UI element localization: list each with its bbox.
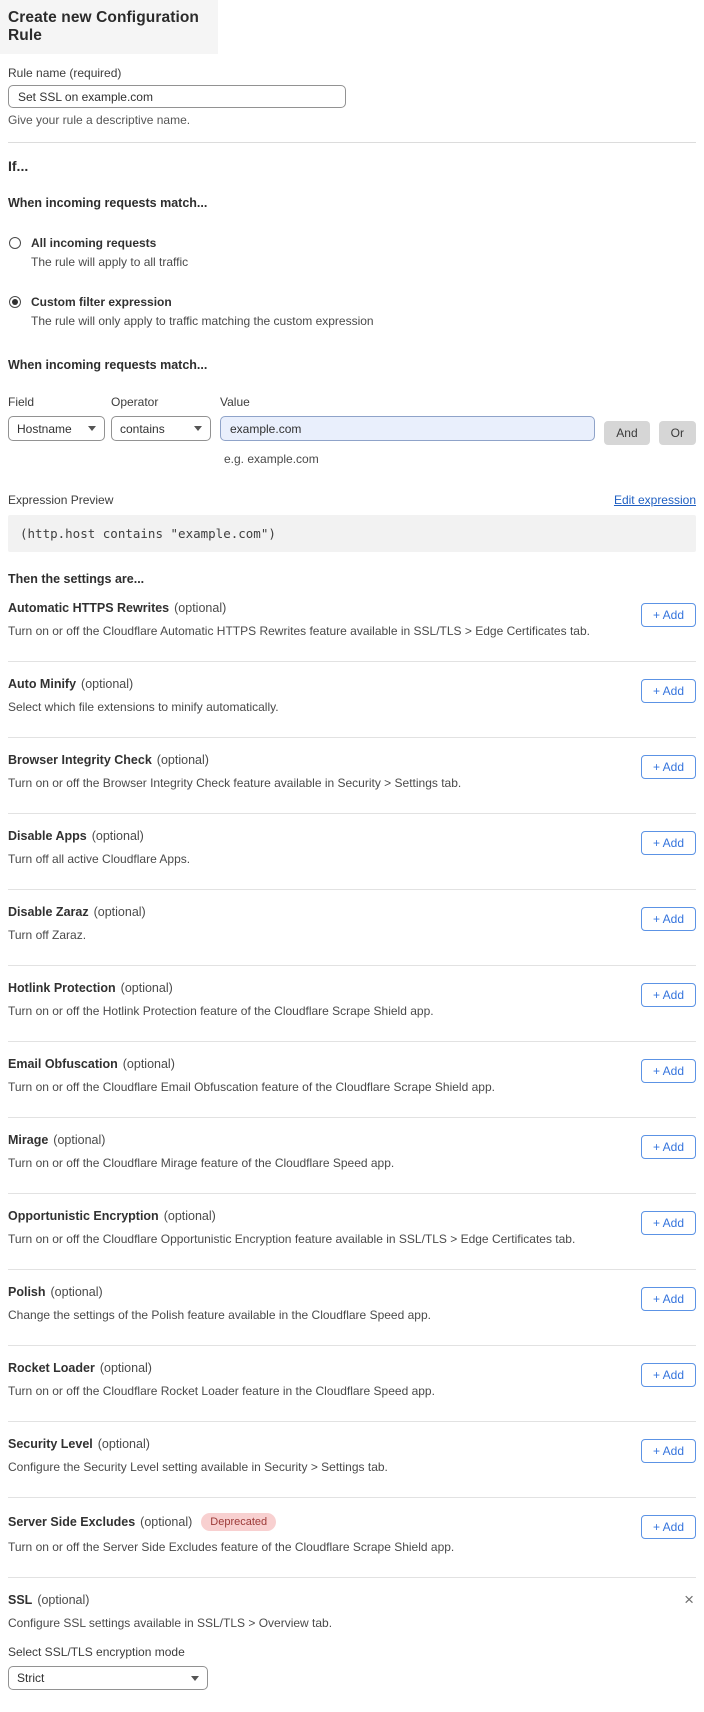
chevron-down-icon bbox=[88, 426, 96, 431]
radio-option-all-requests[interactable] bbox=[8, 236, 696, 269]
page-title-bar bbox=[0, 0, 218, 54]
chevron-down-icon bbox=[191, 1676, 199, 1681]
setting-row bbox=[8, 1270, 696, 1346]
setting-description: Turn on or off the Browser Integrity Check feature available in Security > Settings tab. bbox=[8, 776, 462, 790]
setting-row bbox=[8, 890, 696, 966]
setting-title: Email Obfuscation bbox=[8, 1057, 118, 1071]
setting-description: Turn on or off the Cloudflare Opportunistic Encryption feature available in SSL/TLS > Edge Certificates tab. bbox=[8, 1232, 576, 1246]
setting-title: Server Side Excludes bbox=[8, 1515, 136, 1529]
setting-row bbox=[8, 1118, 696, 1194]
setting-row bbox=[8, 586, 696, 662]
add-button[interactable]: + Add bbox=[641, 1059, 696, 1083]
add-button[interactable]: + Add bbox=[641, 983, 696, 1007]
filter-builder-row bbox=[8, 377, 696, 445]
setting-description: Turn on or off the Cloudflare Automatic HTTPS Rewrites feature available in SSL/TLS > Edge Certificates tab. bbox=[8, 624, 590, 638]
rule-name-group bbox=[8, 66, 696, 127]
setting-description: Configure the Security Level setting available in Security > Settings tab. bbox=[8, 1460, 388, 1474]
radio-unselected-icon[interactable] bbox=[9, 237, 21, 249]
radio-label: Custom filter expression bbox=[31, 295, 172, 309]
setting-row bbox=[8, 1498, 696, 1578]
radio-option-custom-filter[interactable] bbox=[8, 295, 696, 328]
setting-optional-label: (optional) bbox=[50, 1285, 103, 1299]
operator-select[interactable] bbox=[111, 416, 211, 441]
close-icon[interactable]: × bbox=[684, 1590, 694, 1609]
setting-description: Turn on or off the Cloudflare Mirage feature of the Cloudflare Speed app. bbox=[8, 1156, 395, 1170]
rule-name-input[interactable] bbox=[8, 85, 346, 108]
field-label: Field bbox=[8, 395, 35, 409]
value-label: Value bbox=[220, 395, 250, 409]
value-hint: e.g. example.com bbox=[224, 452, 319, 466]
setting-optional-label: (optional) bbox=[156, 753, 209, 767]
setting-row bbox=[8, 662, 696, 738]
setting-title: Opportunistic Encryption bbox=[8, 1209, 159, 1223]
setting-optional-label: (optional) bbox=[174, 601, 227, 615]
field-select-value: Hostname bbox=[17, 421, 72, 436]
ssl-mode-label: Select SSL/TLS encryption mode bbox=[8, 1645, 185, 1659]
ssl-mode-select[interactable] bbox=[8, 1666, 208, 1690]
rule-name-help: Give your rule a descriptive name. bbox=[8, 113, 191, 127]
add-button[interactable]: + Add bbox=[641, 1211, 696, 1235]
setting-title: Disable Apps bbox=[8, 829, 87, 843]
field-select[interactable] bbox=[8, 416, 105, 441]
edit-expression-link[interactable]: Edit expression bbox=[613, 493, 696, 507]
add-button[interactable]: + Add bbox=[641, 1287, 696, 1311]
deprecated-badge: Deprecated bbox=[201, 1513, 276, 1531]
setting-row bbox=[8, 1346, 696, 1422]
ssl-mode-select-value: Strict bbox=[17, 1671, 45, 1685]
radio-label: All incoming requests bbox=[31, 236, 157, 250]
ssl-setting-description: Configure SSL settings available in SSL/TLS > Overview tab. bbox=[8, 1616, 333, 1630]
add-button[interactable]: + Add bbox=[641, 831, 696, 855]
add-button[interactable]: + Add bbox=[641, 603, 696, 627]
setting-title: Mirage bbox=[8, 1133, 49, 1147]
setting-title: Polish bbox=[8, 1285, 46, 1299]
and-or-buttons bbox=[604, 421, 696, 445]
setting-optional-label: (optional) bbox=[163, 1209, 216, 1223]
expression-preview-row bbox=[8, 493, 696, 507]
setting-row bbox=[8, 814, 696, 890]
setting-optional-label: (optional) bbox=[81, 677, 134, 691]
setting-optional-label: (optional) bbox=[93, 905, 146, 919]
value-input[interactable] bbox=[220, 416, 595, 441]
setting-description: Turn on or off the Cloudflare Email Obfuscation feature of the Cloudflare Scrape Shield app. bbox=[8, 1080, 495, 1094]
ssl-setting-section bbox=[8, 1578, 696, 1694]
setting-optional-label: (optional) bbox=[97, 1437, 150, 1451]
setting-title: Rocket Loader bbox=[8, 1361, 95, 1375]
add-button[interactable]: + Add bbox=[641, 1439, 696, 1463]
setting-optional-label: (optional) bbox=[120, 981, 173, 995]
setting-title: Disable Zaraz bbox=[8, 905, 89, 919]
incoming-match-heading: When incoming requests match... bbox=[8, 196, 208, 210]
add-button[interactable]: + Add bbox=[641, 1135, 696, 1159]
expression-preview-label: Expression Preview bbox=[8, 493, 114, 507]
rule-name-label: Rule name (required) bbox=[8, 66, 122, 80]
add-button[interactable]: + Add bbox=[641, 679, 696, 703]
radio-selected-icon[interactable] bbox=[9, 296, 21, 308]
and-button[interactable]: And bbox=[604, 421, 649, 445]
setting-row bbox=[8, 1042, 696, 1118]
operator-select-value: contains bbox=[120, 421, 165, 436]
then-settings-heading: Then the settings are... bbox=[8, 572, 145, 586]
setting-optional-label: (optional) bbox=[140, 1515, 193, 1529]
setting-optional-label: (optional) bbox=[91, 829, 144, 843]
setting-optional-label: (optional) bbox=[99, 1361, 152, 1375]
add-button[interactable]: + Add bbox=[641, 907, 696, 931]
setting-description: Turn on or off the Cloudflare Rocket Loader feature in the Cloudflare Speed app. bbox=[8, 1384, 435, 1398]
divider bbox=[8, 142, 696, 143]
setting-optional-label: (optional) bbox=[53, 1133, 106, 1147]
expression-code-block: (http.host contains "example.com") bbox=[8, 515, 696, 552]
operator-label: Operator bbox=[111, 395, 159, 409]
setting-row bbox=[8, 738, 696, 814]
setting-description: Turn off all active Cloudflare Apps. bbox=[8, 852, 191, 866]
settings-list bbox=[8, 586, 696, 1578]
setting-row bbox=[8, 1194, 696, 1270]
setting-title: Security Level bbox=[8, 1437, 93, 1451]
setting-title: Browser Integrity Check bbox=[8, 753, 152, 767]
add-button[interactable]: + Add bbox=[641, 755, 696, 779]
setting-description: Change the settings of the Polish feature available in the Cloudflare Speed app. bbox=[8, 1308, 431, 1322]
setting-description: Turn off Zaraz. bbox=[8, 928, 87, 942]
or-button[interactable]: Or bbox=[659, 421, 696, 445]
setting-description: Turn on or off the Hotlink Protection feature of the Cloudflare Scrape Shield app. bbox=[8, 1004, 434, 1018]
setting-title: Automatic HTTPS Rewrites bbox=[8, 601, 170, 615]
ssl-optional-label: (optional) bbox=[37, 1593, 90, 1607]
setting-row bbox=[8, 1422, 696, 1498]
radio-description: The rule will only apply to traffic matching the custom expression bbox=[31, 314, 374, 328]
filter-builder-heading: When incoming requests match... bbox=[8, 358, 208, 372]
add-button[interactable]: + Add bbox=[641, 1363, 696, 1387]
setting-description: Select which file extensions to minify automatically. bbox=[8, 700, 279, 714]
page-title: Create new Configuration Rule bbox=[8, 9, 199, 44]
setting-description: Turn on or off the Server Side Excludes feature of the Cloudflare Scrape Shield app. bbox=[8, 1540, 455, 1554]
chevron-down-icon bbox=[194, 426, 202, 431]
setting-optional-label: (optional) bbox=[122, 1057, 175, 1071]
setting-row bbox=[8, 966, 696, 1042]
setting-title: Hotlink Protection bbox=[8, 981, 116, 995]
add-button[interactable]: + Add bbox=[641, 1515, 696, 1539]
ssl-setting-title: SSL bbox=[8, 1593, 33, 1607]
radio-description: The rule will apply to all traffic bbox=[31, 255, 189, 269]
if-heading: If... bbox=[8, 158, 29, 174]
setting-title: Auto Minify bbox=[8, 677, 77, 691]
